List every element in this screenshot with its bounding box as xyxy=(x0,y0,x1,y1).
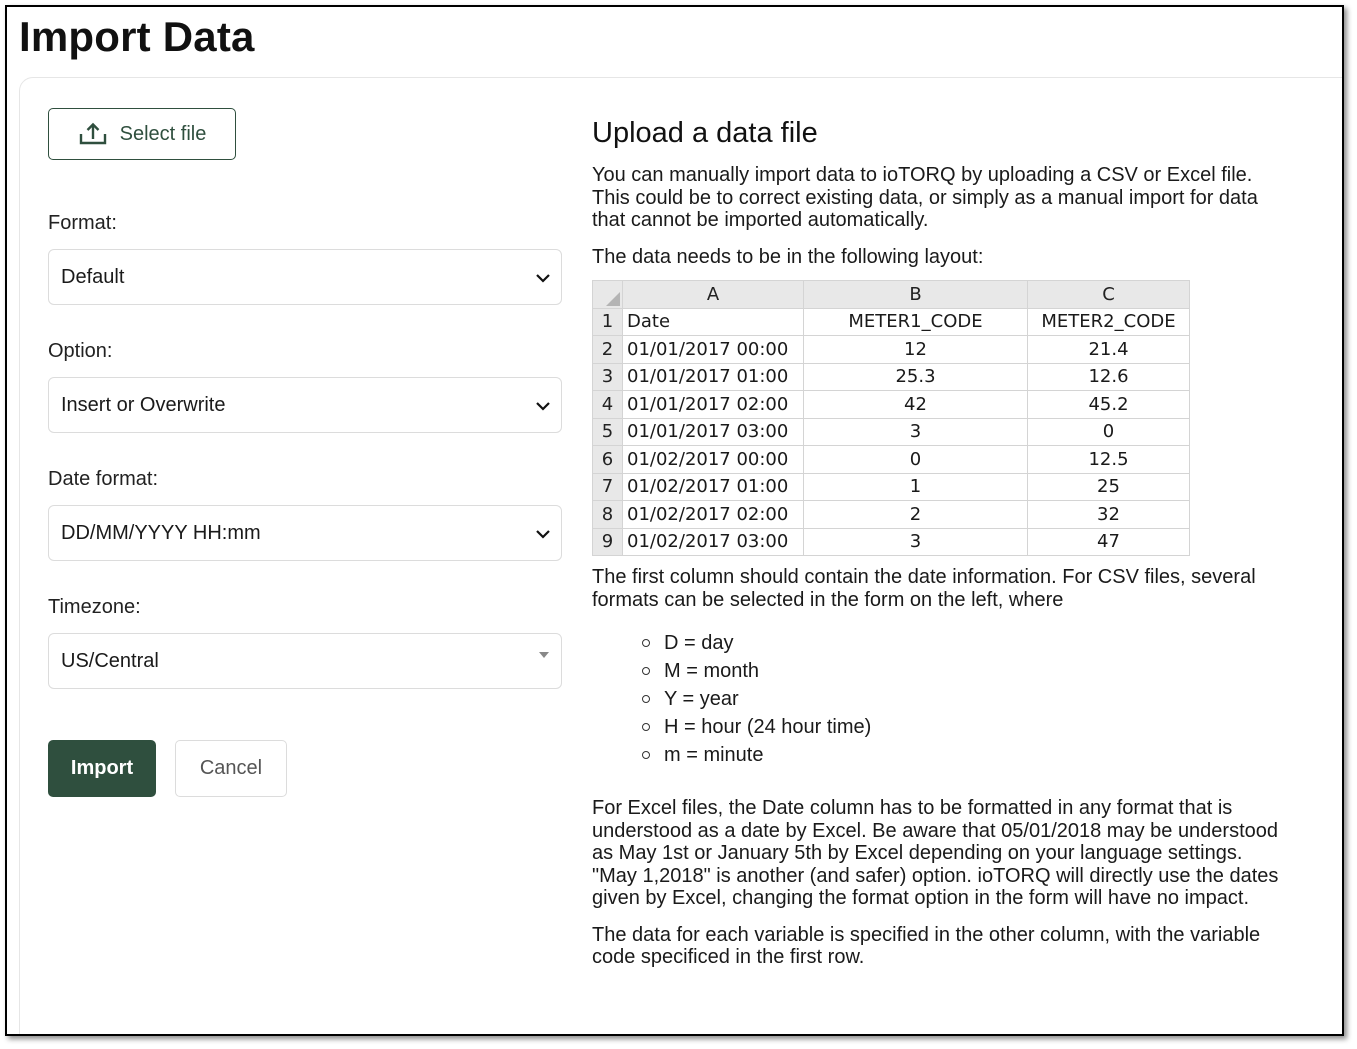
sheet-cell: 01/01/2017 02:00 xyxy=(623,391,804,419)
sheet-header-row xyxy=(593,281,1190,309)
caret-down-icon xyxy=(539,652,549,658)
sheet-row xyxy=(593,336,1190,364)
format-legend xyxy=(642,629,1292,769)
upload-icon xyxy=(78,122,108,146)
example-spreadsheet xyxy=(592,280,1190,556)
sheet-row xyxy=(593,308,1190,336)
row-number: 3 xyxy=(593,363,623,391)
sheet-col-header: A xyxy=(623,281,804,309)
row-number: 2 xyxy=(593,336,623,364)
sheet-cell: 25.3 xyxy=(804,363,1028,391)
format-value: Default xyxy=(61,265,125,288)
list-item: H = hour (24 hour time) xyxy=(642,713,1292,741)
import-button[interactable]: Import xyxy=(48,740,156,797)
bullet-icon xyxy=(642,695,650,703)
sheet-row xyxy=(593,528,1190,556)
sheet-cell: 47 xyxy=(1028,528,1190,556)
excel-text: For Excel files, the Date column has to be formatted in any format that is understood as a date by Excel. Be aware that 05/01/2018 may be understood as May 1st or January 5th by Excel depending on your language settings. "May 1,2018" is another (and safer) option. ioTORQ will directly use the dates given by Excel, changing the format option in the form will have no impact. xyxy=(592,797,1279,909)
option-label: Option: xyxy=(48,340,113,362)
sheet-cell: Date xyxy=(623,308,804,336)
sheet-row xyxy=(593,391,1190,419)
sheet-cell: 32 xyxy=(1028,501,1190,529)
row-number: 9 xyxy=(593,528,623,556)
sheet-cell: 01/02/2017 02:00 xyxy=(623,501,804,529)
page-title: Import Data xyxy=(19,13,255,60)
timezone-select[interactable] xyxy=(48,633,562,689)
list-item: M = month xyxy=(642,657,1292,685)
sheet-row xyxy=(593,501,1190,529)
sheet-cell: 01/02/2017 00:00 xyxy=(623,446,804,474)
help-heading: Upload a data file xyxy=(592,117,818,149)
timezone-value: US/Central xyxy=(61,649,159,672)
variable-text: The data for each variable is specified in the other column, with the variable code specificed in the first row. xyxy=(592,923,1261,968)
select-file-label: Select file xyxy=(119,122,207,145)
sheet-row xyxy=(593,363,1190,391)
chevron-down-icon xyxy=(535,398,551,414)
bullet-icon xyxy=(642,639,650,647)
sheet-col-header: C xyxy=(1028,281,1190,309)
sheet-cell: 12.6 xyxy=(1028,363,1190,391)
window-frame xyxy=(5,5,1344,1036)
bullet-icon xyxy=(642,723,650,731)
sheet-row xyxy=(593,418,1190,446)
help-intro: You can manually import data to ioTORQ by uploading a CSV or Excel file. This could be to correct existing data, or simply as a manual import for data that cannot be imported automatically. xyxy=(592,164,1258,231)
sheet-cell: 12.5 xyxy=(1028,446,1190,474)
sheet-cell: 2 xyxy=(804,501,1028,529)
timezone-label: Timezone: xyxy=(48,596,141,618)
sheet-cell: 01/01/2017 01:00 xyxy=(623,363,804,391)
sheet-cell: 45.2 xyxy=(1028,391,1190,419)
bullet-icon xyxy=(642,751,650,759)
row-number: 1 xyxy=(593,308,623,336)
option-value: Insert or Overwrite xyxy=(61,393,226,416)
sheet-cell: 42 xyxy=(804,391,1028,419)
row-number: 6 xyxy=(593,446,623,474)
list-item: D = day xyxy=(642,629,1292,657)
layout-text: The data needs to be in the following layout: xyxy=(592,245,984,268)
row-number: 5 xyxy=(593,418,623,446)
row-number: 8 xyxy=(593,501,623,529)
select-file-button[interactable] xyxy=(48,108,236,160)
list-item: m = minute xyxy=(642,741,1292,769)
sheet-row xyxy=(593,473,1190,501)
sheet-cell: 01/01/2017 03:00 xyxy=(623,418,804,446)
date-format-label: Date format: xyxy=(48,468,159,490)
chevron-down-icon xyxy=(535,526,551,542)
sheet-cell: METER1_CODE xyxy=(804,308,1028,336)
list-item: Y = year xyxy=(642,685,1292,713)
format-label: Format: xyxy=(48,212,117,234)
first-column-text: The first column should contain the date information. For CSV files, several formats can be selected in the form on the left, where xyxy=(592,566,1256,611)
sheet-cell: 3 xyxy=(804,528,1028,556)
sheet-corner xyxy=(593,281,623,309)
sheet-cell: 21.4 xyxy=(1028,336,1190,364)
chevron-down-icon xyxy=(535,270,551,286)
date-format-select[interactable] xyxy=(48,505,562,561)
sheet-cell: 01/02/2017 01:00 xyxy=(623,473,804,501)
sheet-cell: 1 xyxy=(804,473,1028,501)
sheet-cell: 0 xyxy=(804,446,1028,474)
row-number: 7 xyxy=(593,473,623,501)
bullet-icon xyxy=(642,667,650,675)
sheet-col-header: B xyxy=(804,281,1028,309)
option-select[interactable] xyxy=(48,377,562,433)
sheet-cell: METER2_CODE xyxy=(1028,308,1190,336)
sheet-row xyxy=(593,446,1190,474)
sheet-cell: 01/01/2017 00:00 xyxy=(623,336,804,364)
date-format-value: DD/MM/YYYY HH:mm xyxy=(61,521,261,544)
help-panel xyxy=(592,117,1292,983)
sheet-cell: 12 xyxy=(804,336,1028,364)
sheet-cell: 25 xyxy=(1028,473,1190,501)
row-number: 4 xyxy=(593,391,623,419)
sheet-cell: 0 xyxy=(1028,418,1190,446)
sheet-cell: 01/02/2017 03:00 xyxy=(623,528,804,556)
format-select[interactable] xyxy=(48,249,562,305)
cancel-button[interactable]: Cancel xyxy=(175,740,287,797)
sheet-cell: 3 xyxy=(804,418,1028,446)
